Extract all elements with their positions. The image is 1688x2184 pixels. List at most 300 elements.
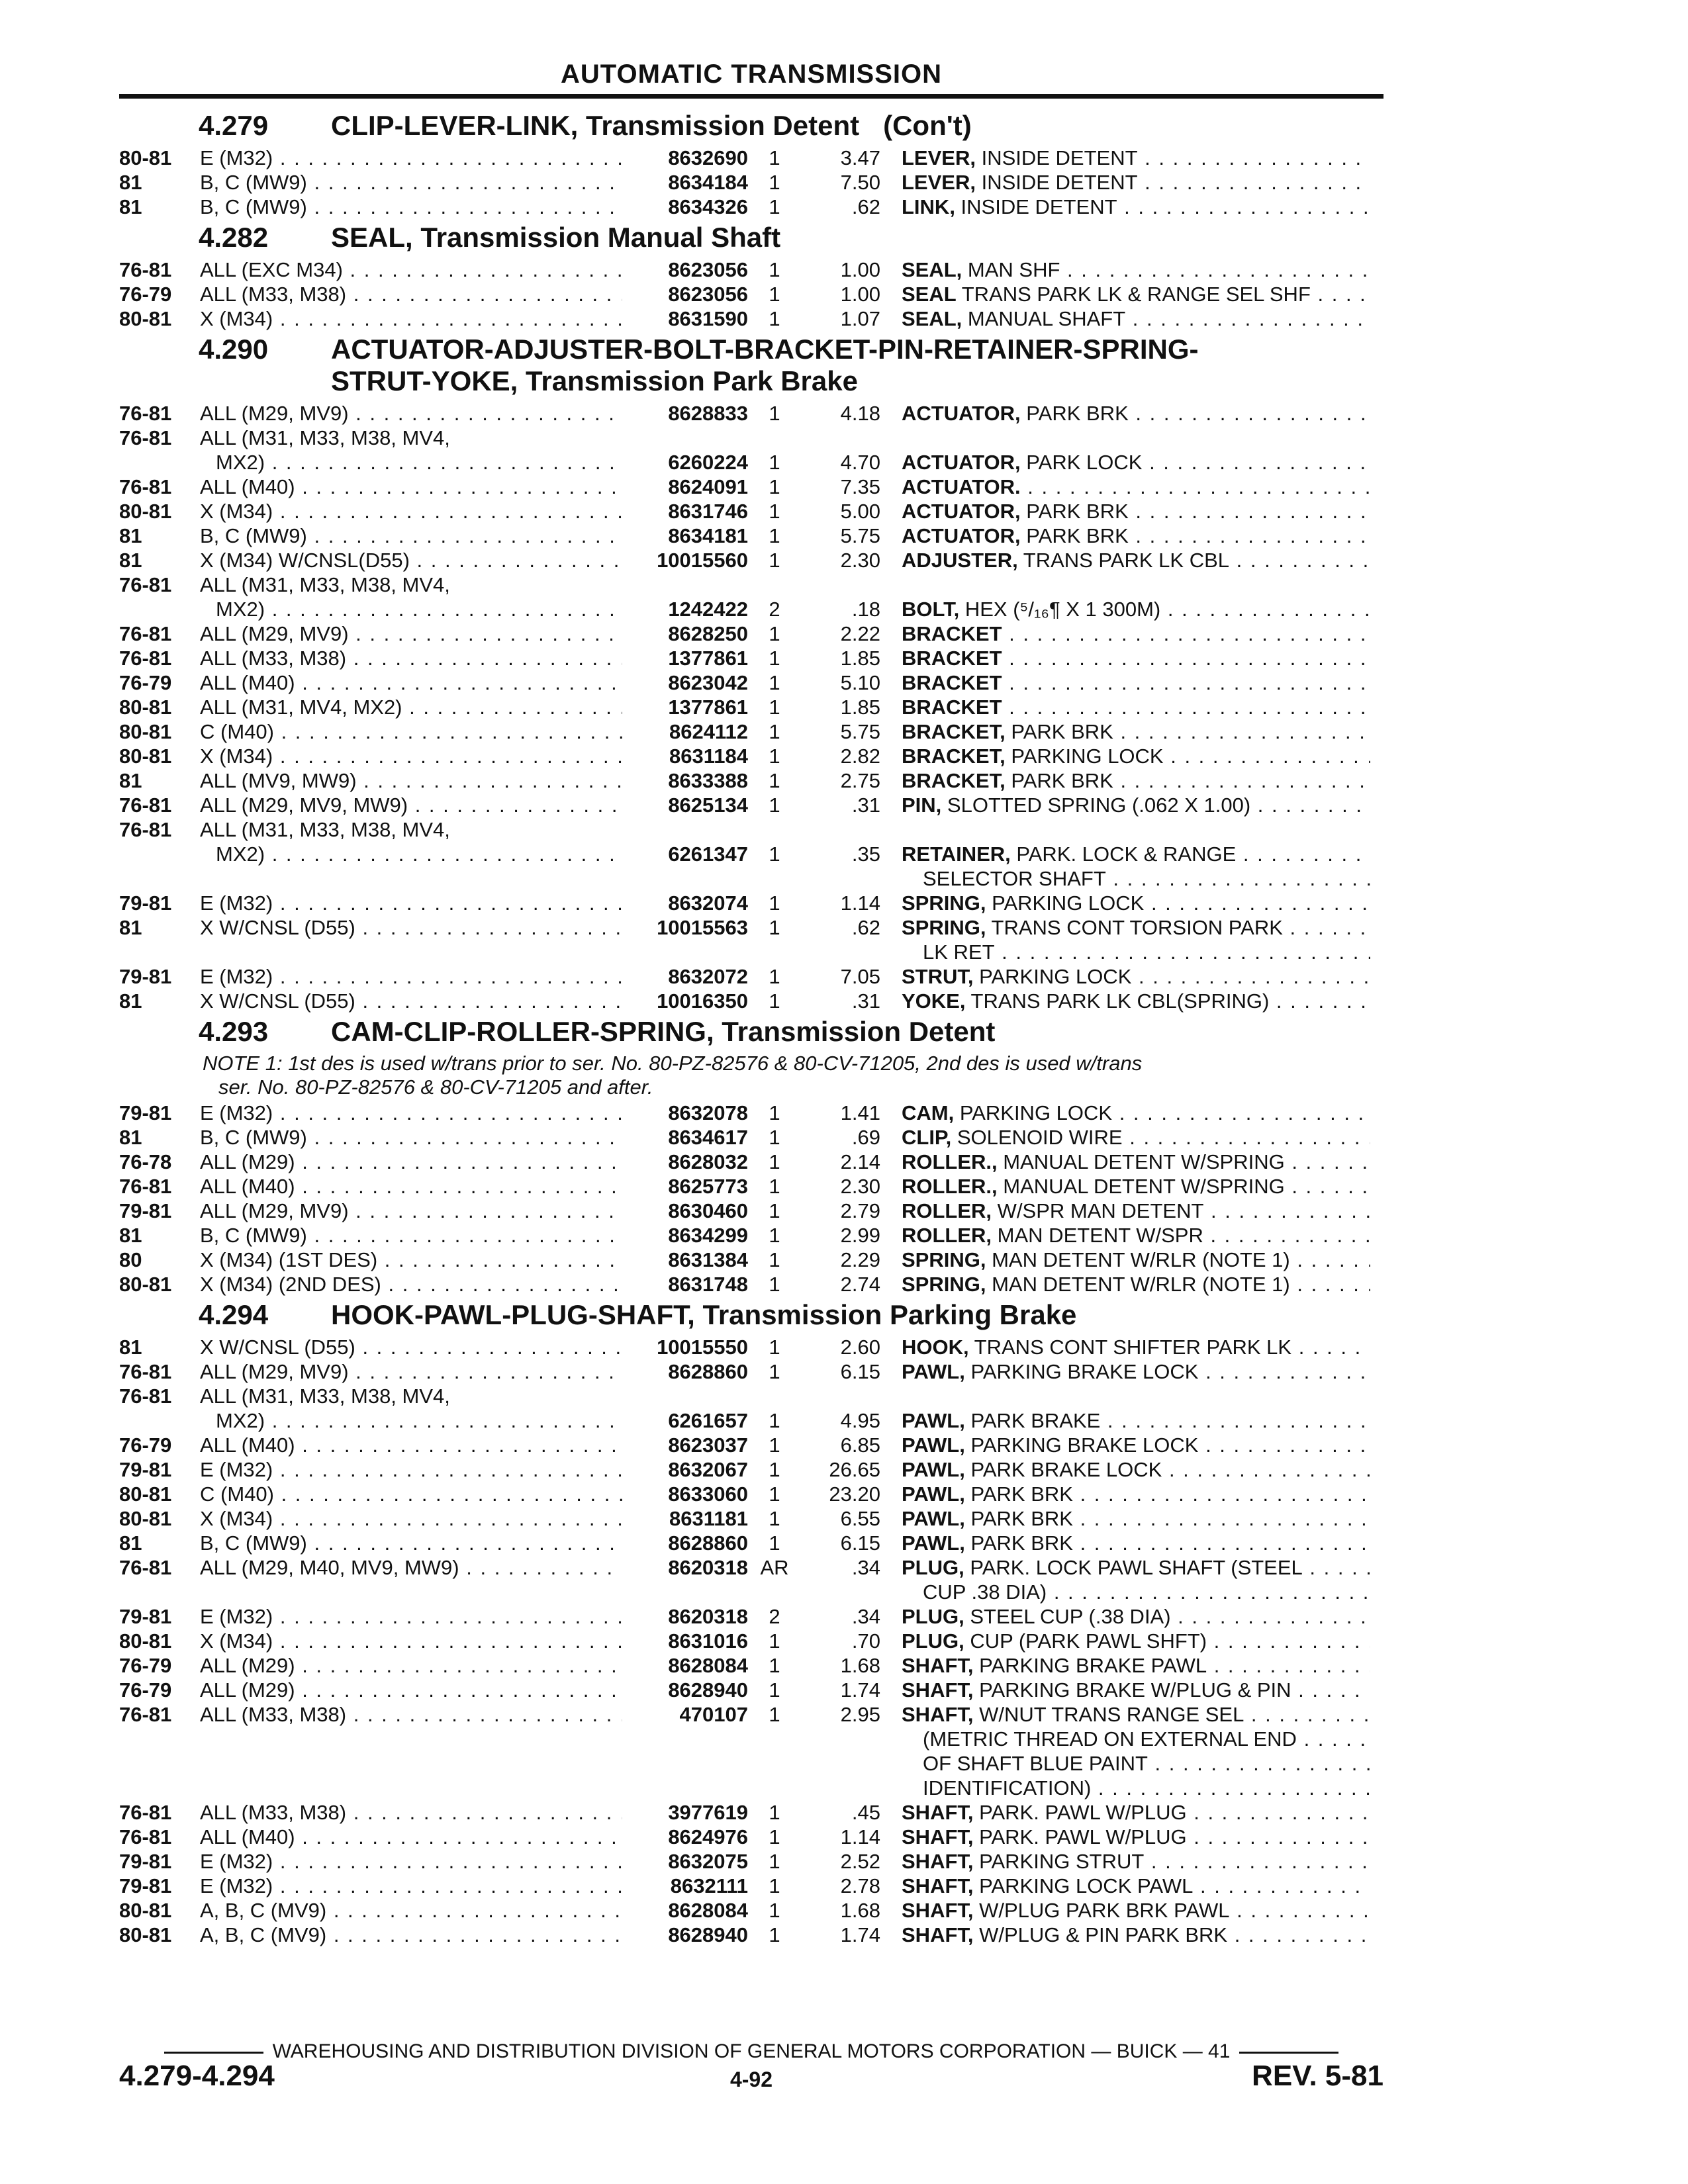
quantity: 1	[769, 1899, 780, 1922]
part-name: PAWL,	[902, 1409, 965, 1432]
price: 1.07	[840, 307, 880, 330]
part-number	[622, 1580, 748, 1604]
quantity: 1	[769, 1199, 780, 1222]
quantity: 1	[769, 794, 780, 817]
part-name: LEVER,	[902, 146, 976, 169]
description	[880, 548, 1370, 572]
part-detail: PARKING LOCK	[1005, 745, 1164, 768]
description	[880, 744, 1370, 768]
part-row	[119, 1874, 1383, 1898]
application	[200, 1776, 622, 1800]
part-number: 8623056	[668, 283, 748, 306]
quantity: 1	[769, 989, 780, 1013]
model-years: 79-81	[119, 965, 172, 988]
model-years: 76-81	[119, 402, 172, 425]
application: C (M40) . . .	[200, 719, 622, 744]
part-number: 8631746	[668, 500, 748, 523]
model-years	[119, 1727, 200, 1751]
description	[880, 646, 1370, 670]
quantity	[748, 1727, 801, 1751]
quantity: 1	[769, 622, 780, 645]
model-years: 79-81	[119, 1101, 172, 1124]
model-years: 80-81	[119, 1273, 172, 1296]
price	[801, 1580, 880, 1604]
model-years: 79-81	[119, 1874, 172, 1897]
part-row	[119, 670, 1383, 695]
part-number	[622, 572, 748, 597]
application: X (M34) . . .	[200, 1506, 622, 1531]
part-detail: TRANS PARK LK & RANGE SEL SHF	[956, 283, 1311, 306]
part-number	[622, 426, 748, 450]
application: C (M40) . . .	[200, 1482, 622, 1506]
description	[880, 170, 1370, 195]
price: .34	[851, 1605, 880, 1628]
part-row	[119, 1433, 1383, 1457]
model-years: 80-81	[119, 696, 172, 719]
part-detail: INSIDE DETENT	[975, 146, 1138, 169]
application	[200, 940, 622, 964]
part-name: STRUT,	[902, 965, 974, 988]
quantity: 1	[769, 1678, 780, 1702]
price: 1.85	[840, 647, 880, 670]
price: 7.05	[840, 965, 880, 988]
part-number: 6261657	[668, 1409, 748, 1432]
quantity: 1	[769, 1175, 780, 1198]
part-name: SEAL,	[902, 258, 962, 281]
section-note	[119, 1052, 1383, 1099]
section-number: 4.293	[199, 1016, 269, 1047]
quantity: 1	[769, 1150, 780, 1173]
part-name: ROLLER.,	[902, 1175, 998, 1198]
section-title	[119, 1299, 1383, 1331]
part-detail: TRANS PARK LK CBL(SPRING)	[965, 989, 1270, 1013]
part-detail: (METRIC THREAD ON EXTERNAL END	[923, 1727, 1297, 1751]
part-row	[119, 1751, 1383, 1776]
description	[880, 572, 1370, 597]
part-number: 8624976	[668, 1825, 748, 1848]
model-years: 76-81	[119, 1556, 172, 1579]
application: ALL (M31, M33, M38, MV4,	[200, 818, 450, 841]
quantity: 1	[769, 1360, 780, 1383]
part-number	[622, 1751, 748, 1776]
part-number: 10015563	[657, 916, 748, 939]
description	[880, 1702, 1370, 1727]
model-years: 79-81	[119, 1605, 172, 1628]
description	[880, 1727, 1370, 1751]
quantity: 1	[769, 1850, 780, 1873]
application: ALL (M29, MV9) . . .	[200, 1199, 622, 1223]
description	[880, 597, 1370, 621]
application: ALL (M31, MV4, MX2) . . .	[200, 695, 622, 719]
application: X W/CNSL (D55) . . .	[200, 915, 622, 940]
part-row	[119, 548, 1383, 572]
part-row	[119, 1653, 1383, 1678]
part-name: BRACKET	[902, 622, 1002, 645]
model-years: 80-81	[119, 720, 172, 743]
part-number: 470107	[679, 1703, 748, 1726]
part-row	[119, 1702, 1383, 1727]
application	[200, 1727, 622, 1751]
part-number: 8628860	[668, 1360, 748, 1383]
model-years: 76-81	[119, 475, 172, 498]
part-name: BRACKET,	[902, 720, 1006, 743]
model-years: 76-79	[119, 283, 172, 306]
quantity: 1	[769, 1101, 780, 1124]
part-name: ROLLER,	[902, 1199, 992, 1222]
description	[880, 1335, 1370, 1359]
part-row	[119, 1359, 1383, 1384]
model-years	[119, 1751, 200, 1776]
part-detail: PARKING BRAKE LOCK	[964, 1360, 1199, 1383]
application: ALL (M40) . . .	[200, 475, 622, 499]
part-detail: LK RET	[923, 940, 995, 964]
part-detail: W/SPR MAN DETENT	[992, 1199, 1204, 1222]
part-number: 8633060	[668, 1482, 748, 1506]
application: X (M34) . . .	[200, 1629, 622, 1653]
section-title	[119, 222, 1383, 253]
part-number	[622, 866, 748, 891]
price: 2.29	[840, 1248, 880, 1271]
description	[880, 1580, 1370, 1604]
description	[880, 1678, 1370, 1702]
part-number: 8632074	[668, 891, 748, 915]
part-detail: PARKING STRUT	[973, 1850, 1145, 1873]
description	[880, 1776, 1370, 1800]
application: ALL (EXC M34) . . .	[200, 257, 622, 282]
part-detail: PARKING BRAKE LOCK	[964, 1433, 1199, 1457]
part-name: HOOK,	[902, 1336, 969, 1359]
price: 1.85	[840, 696, 880, 719]
part-name: ROLLER,	[902, 1224, 992, 1247]
part-number: 10016350	[657, 989, 748, 1013]
price: .18	[851, 598, 880, 621]
application: ALL (M40) . . .	[200, 1174, 622, 1199]
model-years: 80-81	[119, 1482, 172, 1506]
part-number: 8628032	[668, 1150, 748, 1173]
part-row	[119, 282, 1383, 306]
description	[880, 1199, 1370, 1223]
application: A, B, C (MV9) . . .	[200, 1898, 622, 1923]
quantity: 1	[769, 1629, 780, 1653]
quantity: 1	[769, 1507, 780, 1530]
price: .35	[851, 842, 880, 866]
part-detail: PARK. PAWL W/PLUG	[973, 1801, 1187, 1824]
model-years: 80-81	[119, 1629, 172, 1653]
description	[880, 842, 1370, 866]
quantity	[748, 426, 801, 450]
quantity: 1	[769, 1409, 780, 1432]
model-years: 76-81	[119, 573, 172, 596]
quantity: 1	[769, 720, 780, 743]
quantity	[748, 866, 801, 891]
quantity: 1	[769, 549, 780, 572]
part-row	[119, 146, 1383, 170]
application: ALL (M31, M33, M38, MV4,	[200, 1385, 450, 1408]
price: .69	[851, 1126, 880, 1149]
price: 6.15	[840, 1531, 880, 1555]
part-name: ACTUATOR,	[902, 402, 1021, 425]
part-name: SHAFT,	[902, 1703, 974, 1726]
model-years: 80-81	[119, 745, 172, 768]
price: .34	[851, 1556, 880, 1579]
part-detail: PARK. PAWL W/PLUG	[973, 1825, 1187, 1848]
quantity: 1	[769, 258, 780, 281]
description	[880, 1874, 1370, 1898]
description	[880, 282, 1370, 306]
quantity	[748, 1580, 801, 1604]
description	[880, 891, 1370, 915]
part-row	[119, 1506, 1383, 1531]
model-years: 81	[119, 916, 142, 939]
price: 1.68	[840, 1899, 880, 1922]
part-detail: PARKING BRAKE W/PLUG & PIN	[973, 1678, 1291, 1702]
model-years: 79-81	[119, 1199, 172, 1222]
footer-dash-left	[164, 2052, 263, 2054]
part-row	[119, 891, 1383, 915]
price: .62	[851, 916, 880, 939]
application: ALL (M31, M33, M38, MV4,	[200, 573, 450, 596]
price: 2.60	[840, 1336, 880, 1359]
section-title	[119, 1016, 1383, 1048]
description	[880, 426, 1370, 450]
part-detail: PARK BRK	[1020, 524, 1129, 547]
description	[880, 1825, 1370, 1849]
model-years: 80-81	[119, 1923, 172, 1946]
part-number: 8625773	[668, 1175, 748, 1198]
section-name	[331, 1299, 1383, 1331]
part-name: ACTUATOR,	[902, 524, 1021, 547]
quantity: 1	[769, 146, 780, 169]
model-years: 80-81	[119, 1507, 172, 1530]
part-number	[622, 1384, 748, 1408]
part-row	[119, 1923, 1383, 1947]
footer-dash-right	[1239, 2052, 1338, 2054]
section-title	[119, 334, 1383, 397]
application: A, B, C (MV9) . . .	[200, 1923, 622, 1947]
application	[200, 1751, 622, 1776]
description	[880, 146, 1370, 170]
model-years: 81	[119, 1336, 142, 1359]
description	[880, 1653, 1370, 1678]
part-number	[622, 940, 748, 964]
section-name	[331, 334, 1383, 397]
part-name: SHAFT,	[902, 1825, 974, 1848]
model-years: 80-81	[119, 500, 172, 523]
part-number: 8634184	[668, 171, 748, 194]
price: 1.00	[840, 258, 880, 281]
part-number: 8620318	[668, 1605, 748, 1628]
quantity: 1	[769, 307, 780, 330]
part-row	[119, 523, 1383, 548]
quantity: 1	[769, 1433, 780, 1457]
price: .31	[851, 794, 880, 817]
part-name: SEAL	[902, 283, 957, 306]
part-detail: PARK BRK	[964, 1482, 1073, 1506]
description	[880, 817, 1370, 842]
price: 3.47	[840, 146, 880, 169]
part-number: 3977619	[668, 1801, 748, 1824]
model-years: 76-81	[119, 258, 172, 281]
application: ALL (M29, MV9) . . .	[200, 1359, 622, 1384]
application: MX2) . . .	[200, 1408, 622, 1433]
part-row	[119, 1125, 1383, 1150]
part-number: 8625134	[668, 794, 748, 817]
quantity: 1	[769, 671, 780, 694]
part-name: ACTUATOR.	[902, 475, 1021, 498]
part-detail: PARK BRK	[1005, 720, 1113, 743]
quantity: 1	[769, 195, 780, 218]
part-number: 8628084	[668, 1899, 748, 1922]
description	[880, 1359, 1370, 1384]
part-number: 8634617	[668, 1126, 748, 1149]
model-years: 81	[119, 989, 142, 1013]
part-row	[119, 401, 1383, 426]
price: 2.75	[840, 769, 880, 792]
model-years: 76-81	[119, 1360, 172, 1383]
part-detail: PARK BRK	[1020, 500, 1129, 523]
part-number: 6260224	[668, 451, 748, 474]
description	[880, 1751, 1370, 1776]
part-row	[119, 572, 1383, 597]
model-years: 76-81	[119, 426, 172, 449]
part-number: 8624091	[668, 475, 748, 498]
application: X (M34) (2ND DES) . . .	[200, 1272, 622, 1297]
quantity: 1	[769, 769, 780, 792]
price	[801, 1384, 880, 1408]
price: 7.35	[840, 475, 880, 498]
description	[880, 989, 1370, 1013]
part-number: 10015550	[657, 1336, 748, 1359]
section-name-text: ACTUATOR-ADJUSTER-BOLT-BRACKET-PIN-RETAINER-SPRING-	[331, 334, 1199, 365]
part-row	[119, 450, 1383, 475]
part-detail: PARK BRK	[1005, 769, 1113, 792]
quantity: 2	[769, 598, 780, 621]
quantity: 1	[769, 1248, 780, 1271]
part-name: YOKE,	[902, 989, 966, 1013]
part-detail: SLOTTED SPRING (.062 X 1.00)	[941, 794, 1251, 817]
model-years	[119, 1580, 200, 1604]
description	[880, 964, 1370, 989]
application: ALL (M29, M40, MV9, MW9) . . .	[200, 1555, 622, 1580]
application: B, C (MW9) . . .	[200, 170, 622, 195]
part-name: ACTUATOR,	[902, 500, 1021, 523]
application: X (M34) W/CNSL(D55) . . .	[200, 548, 622, 572]
model-years: 76-81	[119, 794, 172, 817]
description	[880, 475, 1370, 499]
application: E (M32) . . .	[200, 891, 622, 915]
part-name: SHAFT,	[902, 1874, 974, 1897]
price: 2.52	[840, 1850, 880, 1873]
part-number: 8628940	[668, 1678, 748, 1702]
description	[880, 915, 1370, 940]
application: E (M32) . . .	[200, 1457, 622, 1482]
price: 2.30	[840, 549, 880, 572]
description	[880, 1174, 1370, 1199]
price: 23.20	[829, 1482, 880, 1506]
part-name: PAWL,	[902, 1482, 965, 1506]
quantity: 1	[769, 1654, 780, 1677]
part-number	[622, 1776, 748, 1800]
quantity: 1	[769, 891, 780, 915]
quantity: 1	[769, 1336, 780, 1359]
price	[801, 572, 880, 597]
part-number: 8623042	[668, 671, 748, 694]
part-row	[119, 597, 1383, 621]
model-years: 81	[119, 549, 142, 572]
part-detail: PARKING LOCK	[954, 1101, 1113, 1124]
part-row	[119, 866, 1383, 891]
part-name: SHAFT,	[902, 1678, 974, 1702]
part-row	[119, 1199, 1383, 1223]
part-number: 1377861	[668, 647, 748, 670]
model-years: 76-78	[119, 1150, 172, 1173]
part-number: 8631590	[668, 307, 748, 330]
application: X (M34) . . .	[200, 744, 622, 768]
quantity: 1	[769, 1458, 780, 1481]
part-number: 8628940	[668, 1923, 748, 1946]
application: ALL (MV9, MW9) . . .	[200, 768, 622, 793]
application: ALL (M33, M38) . . .	[200, 1702, 622, 1727]
model-years: 76-79	[119, 1433, 172, 1457]
part-name: ADJUSTER,	[902, 549, 1018, 572]
price: 1.14	[840, 1825, 880, 1848]
quantity: 1	[769, 475, 780, 498]
application: ALL (M29, MV9, MW9) . . .	[200, 793, 622, 817]
model-years	[119, 940, 200, 964]
model-years: 76-79	[119, 1654, 172, 1677]
application: ALL (M33, M38) . . .	[200, 282, 622, 306]
quantity: 1	[769, 842, 780, 866]
part-number: 8632690	[668, 146, 748, 169]
price: .31	[851, 989, 880, 1013]
price: 1.74	[840, 1678, 880, 1702]
part-row	[119, 1384, 1383, 1408]
part-number: 6261347	[668, 842, 748, 866]
application: ALL (M31, M33, M38, MV4,	[200, 426, 450, 449]
part-detail: PARKING LOCK PAWL	[973, 1874, 1194, 1897]
part-number: 8624112	[669, 720, 748, 743]
part-row	[119, 1800, 1383, 1825]
model-years: 81	[119, 524, 142, 547]
part-name: PAWL,	[902, 1458, 965, 1481]
section-number: 4.290	[199, 334, 269, 365]
quantity: 1	[769, 524, 780, 547]
price: 2.79	[840, 1199, 880, 1222]
part-name: PIN,	[902, 794, 942, 817]
application: ALL (M29) . . .	[200, 1653, 622, 1678]
model-years	[119, 866, 200, 891]
description	[880, 499, 1370, 523]
description	[880, 1800, 1370, 1825]
part-number: 8634326	[668, 195, 748, 218]
part-row	[119, 1629, 1383, 1653]
application: ALL (M29, MV9) . . .	[200, 621, 622, 646]
part-number: 8628250	[668, 622, 748, 645]
model-years: 81	[119, 171, 142, 194]
part-number: 8632078	[668, 1101, 748, 1124]
part-name: PAWL,	[902, 1507, 965, 1530]
part-row	[119, 1248, 1383, 1272]
part-row	[119, 1150, 1383, 1174]
description	[880, 621, 1370, 646]
part-name: PLUG,	[902, 1629, 964, 1653]
description	[880, 940, 1370, 964]
note-line: ser. No. 80-PZ-82576 & 80-CV-71205 and after.	[218, 1075, 653, 1099]
section-name	[331, 222, 1383, 253]
quantity	[748, 940, 801, 964]
part-number: 8632075	[668, 1850, 748, 1873]
part-number: 8630460	[668, 1199, 748, 1222]
